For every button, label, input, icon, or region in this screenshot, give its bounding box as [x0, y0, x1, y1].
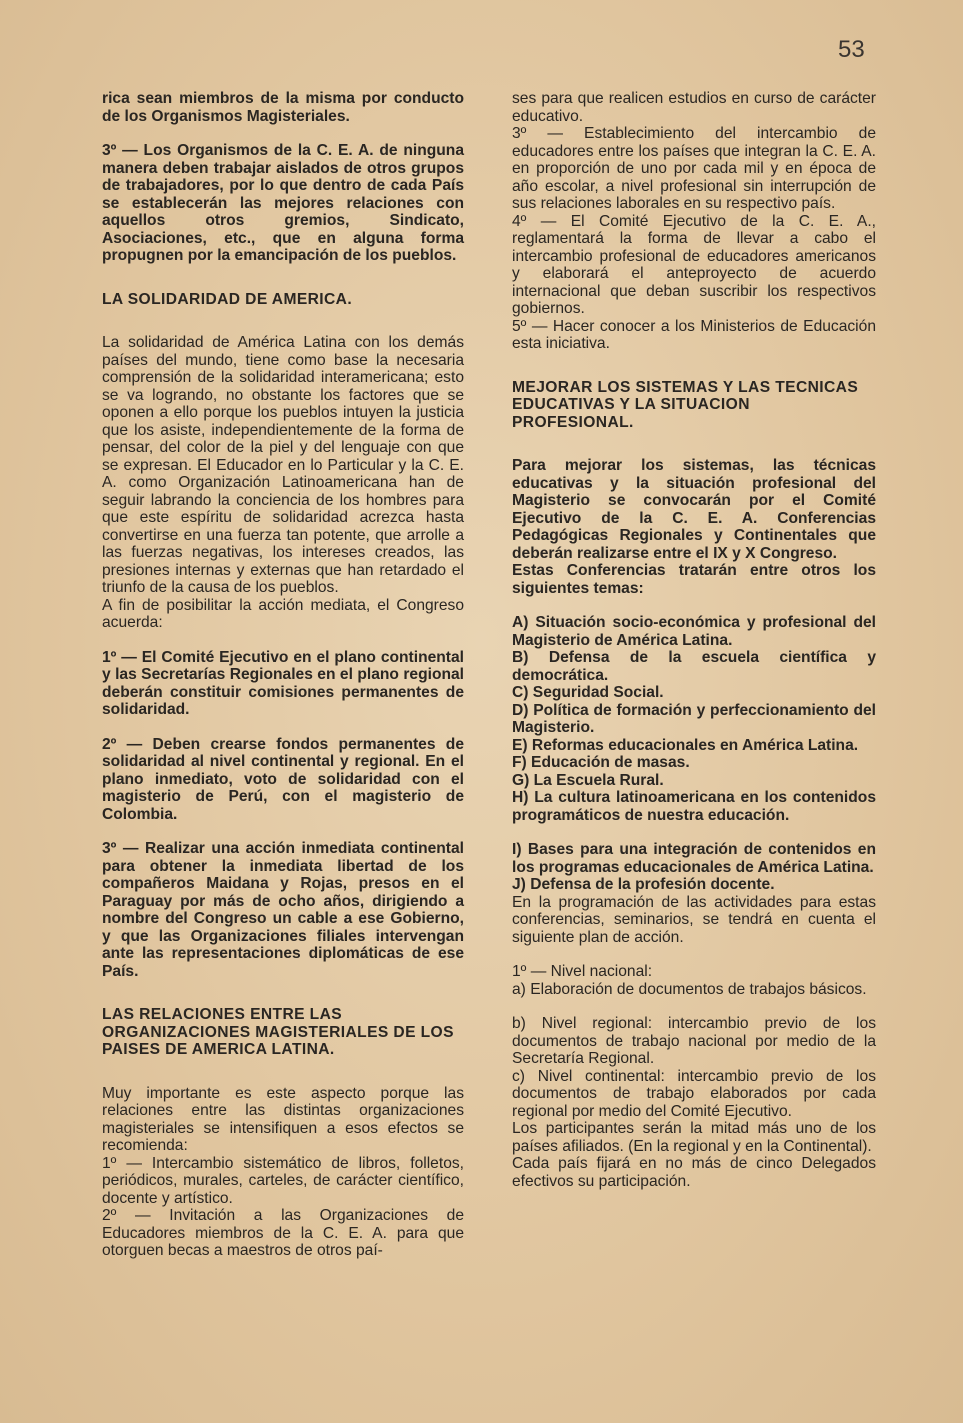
paragraph: F) Educación de masas.: [512, 754, 690, 771]
paragraph: 1º — Intercambio sistemático de libros, folletos, periódicos, murales, carteles, de carácter científico, docente y artístico.: [102, 1154, 464, 1207]
section-heading: LA SOLIDARIDAD DE AMERICA.: [102, 290, 353, 308]
paragraph-spacer: [512, 946, 876, 963]
paragraph-spacer: [512, 824, 876, 841]
paragraph-spacer: [512, 353, 876, 379]
paragraph: 3º — Los Organismos de la C. E. A. de ninguna manera deben trabajar aislados de otros grupos de trabajadores, por lo que dentro de cada País se establecerán las mejores relaciones con aquellos otros gremios, Sindicato, Asociaciones, etc., que en alguna forma propugnen por la emancipación de los pueblos.: [102, 142, 464, 264]
paragraph-spacer: [102, 980, 464, 1006]
paragraph: 2º — Invitación a las Organizaciones de Educadores miembros de la C. E. A. para que otorguen becas a maestros de otros paí-: [102, 1207, 464, 1259]
paragraph-spacer: [102, 265, 464, 291]
paragraph: ses para que realicen estudios en curso de carácter educativo.: [512, 90, 876, 125]
paragraph: a) Elaboración de documentos de trabajos básicos.: [512, 980, 867, 998]
right-column: [512, 90, 876, 1190]
section-heading: MEJORAR LOS SISTEMAS Y LAS TECNICAS EDUCATIVAS Y LA SITUACION PROFESIONAL.: [512, 378, 859, 431]
paragraph: E) Reformas educacionales en América Latina.: [512, 736, 859, 754]
paragraph: A fin de posibilitar la acción mediata, el Congreso acuerda:: [102, 596, 464, 631]
paragraph: 1º — Nivel nacional:: [512, 963, 653, 980]
paragraph: En la programación de las actividades para estas conferencias, seminarios, se tendrá en cuenta el siguiente plan de acción.: [512, 893, 876, 946]
paragraph: Muy importante es este aspecto porque las relaciones entre las distintas organizaciones magisteriales se intensifiquen a esos efectos se recomienda:: [102, 1084, 464, 1154]
paragraph: 3º — Establecimiento del intercambio de educadores entre los países que integran la C. E. A. en proporción de uno por cada mil y en época de año escolar, a nivel profesional sin interrupción de sus relaciones laborales en su respectivo país.: [512, 125, 876, 212]
section-heading: LAS RELACIONES ENTRE LAS ORGANIZACIONES MAGISTERIALES DE LOS PAISES DE AMERICA LATINA.: [102, 1006, 454, 1058]
paragraph: b) Nivel regional: intercambio previo de los documentos de trabajo nacional por medio de la Secretaría Regional.: [512, 1015, 876, 1067]
paragraph: C) Seguridad Social.: [512, 684, 664, 701]
paragraph: Cada país fijará en no más de cinco Delegados efectivos su participación.: [512, 1155, 876, 1190]
paragraph-spacer: [512, 998, 876, 1015]
paragraph: H) La cultura latinoamericana en los contenidos programáticos de nuestra educación.: [512, 789, 876, 824]
paragraph-spacer: [102, 823, 464, 840]
paragraph: B) Defensa de la escuela científica y democrática.: [512, 649, 876, 684]
paragraph: 2º — Deben crearse fondos permanentes de solidaridad al nivel continental y regional. En el plano inmediato, voto de solidaridad con el magisterio de Perú, con el magisterio de Colombia.: [102, 735, 464, 823]
paragraph-spacer: [512, 431, 876, 457]
left-column: [102, 90, 464, 1260]
paragraph: Los participantes serán la mitad más uno de los países afiliados. (En la regional y en la Continental).: [512, 1120, 876, 1155]
paragraph-spacer: [102, 125, 464, 142]
paragraph-spacer: [102, 1059, 464, 1085]
paragraph: J) Defensa de la profesión docente.: [512, 876, 775, 893]
page-number: 53: [838, 36, 865, 63]
paragraph-spacer: [102, 719, 464, 736]
paragraph: G) La Escuela Rural.: [512, 771, 664, 789]
paragraph: Para mejorar los sistemas, las técnicas educativas y la situación profesional del Magisterio se convocarán por el Comité Ejecutivo de la C. E. A. Conferencias Pedagógicas Regionales y Continentales que deberán realizarse entre el IX y X Congreso.: [512, 457, 876, 562]
paragraph-spacer: [102, 308, 464, 334]
paragraph: 3º — Realizar una acción inmediata continental para obtener la inmediata libertad de los compañeros Maidana y Rojas, presos en el Paraguay por más de ocho años, dirigiendo a nombre del Congreso un cable a ese Gobierno, y que las Organizaciones filiales intervengan ante las representaciones diplomáticas de ese País.: [102, 840, 464, 980]
paragraph: c) Nivel continental: intercambio previo de los documentos de trabajo elaborados por cada regional por medio del Comité Ejecutivo.: [512, 1067, 876, 1120]
paragraph: D) Política de formación y perfeccionamiento del Magisterio.: [512, 701, 876, 736]
paragraph: 1º — El Comité Ejecutivo en el plano continental y las Secretarías Regionales en el plano regional deberán constituir comisiones permanentes de solidaridad.: [102, 648, 464, 718]
paragraph-spacer: [512, 597, 876, 614]
paragraph: I) Bases para una integración de contenidos en los programas educacionales de América Latina.: [512, 841, 876, 876]
paragraph: 4º — El Comité Ejecutivo de la C. E. A., reglamentará la forma de llevar a cabo el intercambio profesional de educadores americanos y elaborará el anteproyecto de acuerdo internacional que deban suscribir los respectivos gobiernos.: [512, 212, 876, 317]
paragraph: La solidaridad de América Latina con los demás países del mundo, tiene como base la necesaria comprensión de la solidaridad interamericana; esto se va logrando, no obstante los factores que se oponen a ello porque los pueblos intuyen la justicia que los asiste, independientemente de la forma de pensar, del color de la piel y del lenguaje con que se expresan. El Educador en lo Particular y la C. E. A. como Organización Latinoamericana han de seguir labrando la conciencia de los hombres para que este espíritu de solidaridad acrezca hasta convertirse en una fuerza tan potente, que arrolle a las fuerzas negativas, los intereses creados, las presiones internas y externas que han retardado el triunfo de la causa de los pueblos.: [102, 334, 464, 596]
paragraph: 5º — Hacer conocer a los Ministerios de Educación esta iniciativa.: [512, 317, 876, 352]
paragraph: rica sean miembros de la misma por conducto de los Organismos Magisteriales.: [102, 90, 464, 125]
paragraph: A) Situación socio-económica y profesional del Magisterio de América Latina.: [512, 614, 876, 649]
paragraph: Estas Conferencias tratarán entre otros los siguientes temas:: [512, 562, 876, 597]
paragraph-spacer: [102, 632, 464, 649]
